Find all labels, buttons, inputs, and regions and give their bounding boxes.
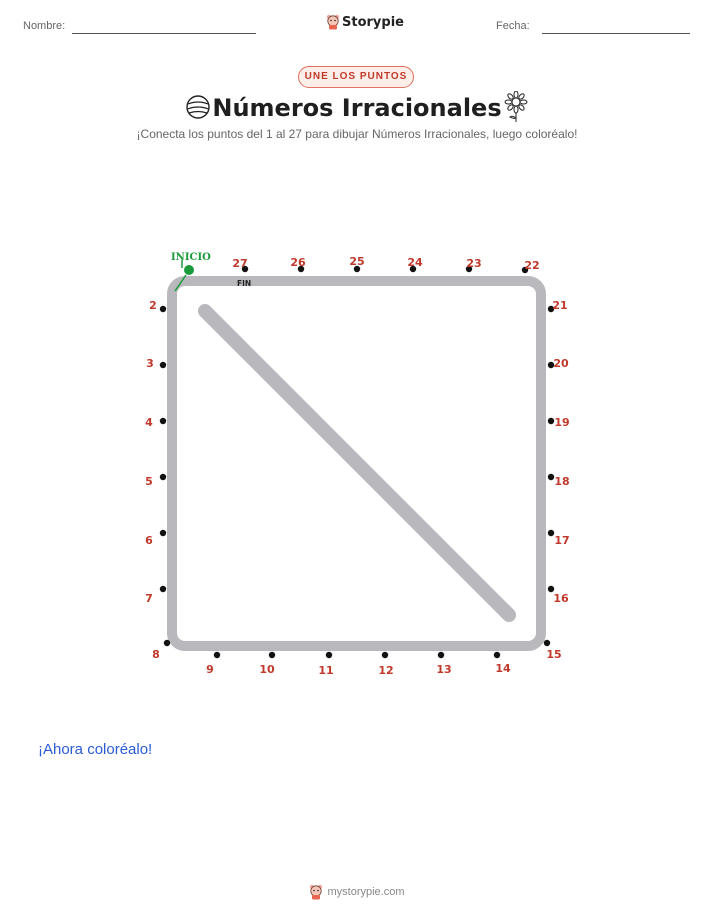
dot-18: [548, 474, 554, 480]
dot-2: [160, 306, 166, 312]
date-label: Fecha:: [496, 20, 530, 32]
dot-label-8: 8: [152, 648, 160, 661]
dot-label-6: 6: [145, 534, 153, 547]
dot-label-19: 19: [554, 416, 570, 429]
dot-label-3: 3: [146, 357, 154, 370]
end-label: FIN: [237, 279, 252, 288]
dot-label-25: 25: [349, 255, 365, 268]
dot-12: [382, 652, 388, 658]
bear-logo-icon: [309, 884, 323, 900]
dot-label-12: 12: [378, 664, 394, 677]
dot-label-17: 17: [554, 534, 570, 547]
dot-label-9: 9: [206, 663, 214, 676]
dot-17: [548, 530, 554, 536]
dot-label-26: 26: [290, 256, 306, 269]
dot-label-18: 18: [554, 475, 570, 488]
dot-label-14: 14: [495, 662, 511, 675]
dot-label-24: 24: [407, 256, 423, 269]
dot-label-5: 5: [145, 475, 153, 488]
dot-6: [160, 530, 166, 536]
dot-label-15: 15: [546, 648, 562, 661]
name-label: Nombre:: [23, 20, 66, 32]
instructions: ¡Conecta los puntos del 1 al 27 para dibujar Números Irracionales, luego coloréalo!: [136, 127, 578, 141]
dot-7: [160, 586, 166, 592]
dot-15: [544, 640, 550, 646]
dot-label-27: 27: [232, 257, 248, 270]
dot-10: [269, 652, 275, 658]
start-label: INICIO: [171, 252, 211, 263]
footer-url: mystorypie.com: [327, 886, 405, 898]
brand-name: Storypie: [342, 14, 404, 30]
page-title: Números Irracionales: [212, 94, 502, 122]
dot-label-13: 13: [436, 663, 452, 676]
activity-badge: UNE LOS PUNTOS: [298, 66, 414, 88]
dot-label-22: 22: [524, 259, 540, 272]
start-dot: [184, 265, 194, 275]
guide-diagonal: [205, 311, 509, 615]
dot-5: [160, 474, 166, 480]
dot-label-11: 11: [318, 664, 334, 677]
dot-4: [160, 418, 166, 424]
dot-14: [494, 652, 500, 658]
footer: [0, 884, 714, 900]
dot-13: [438, 652, 444, 658]
dot-19: [548, 418, 554, 424]
dot-label-2: 2: [149, 299, 157, 312]
dot-label-10: 10: [259, 663, 275, 676]
dot-3: [160, 362, 166, 368]
dot-label-4: 4: [145, 416, 153, 429]
dot-label-7: 7: [145, 592, 153, 605]
dot-9: [214, 652, 220, 658]
dot-label-20: 20: [553, 357, 569, 370]
dot-label-16: 16: [553, 592, 569, 605]
dot-label-21: 21: [552, 299, 568, 312]
dot-8: [164, 640, 170, 646]
color-it-prompt: ¡Ahora coloréalo!: [38, 741, 153, 758]
dot-label-23: 23: [466, 257, 482, 270]
dot-11: [326, 652, 332, 658]
